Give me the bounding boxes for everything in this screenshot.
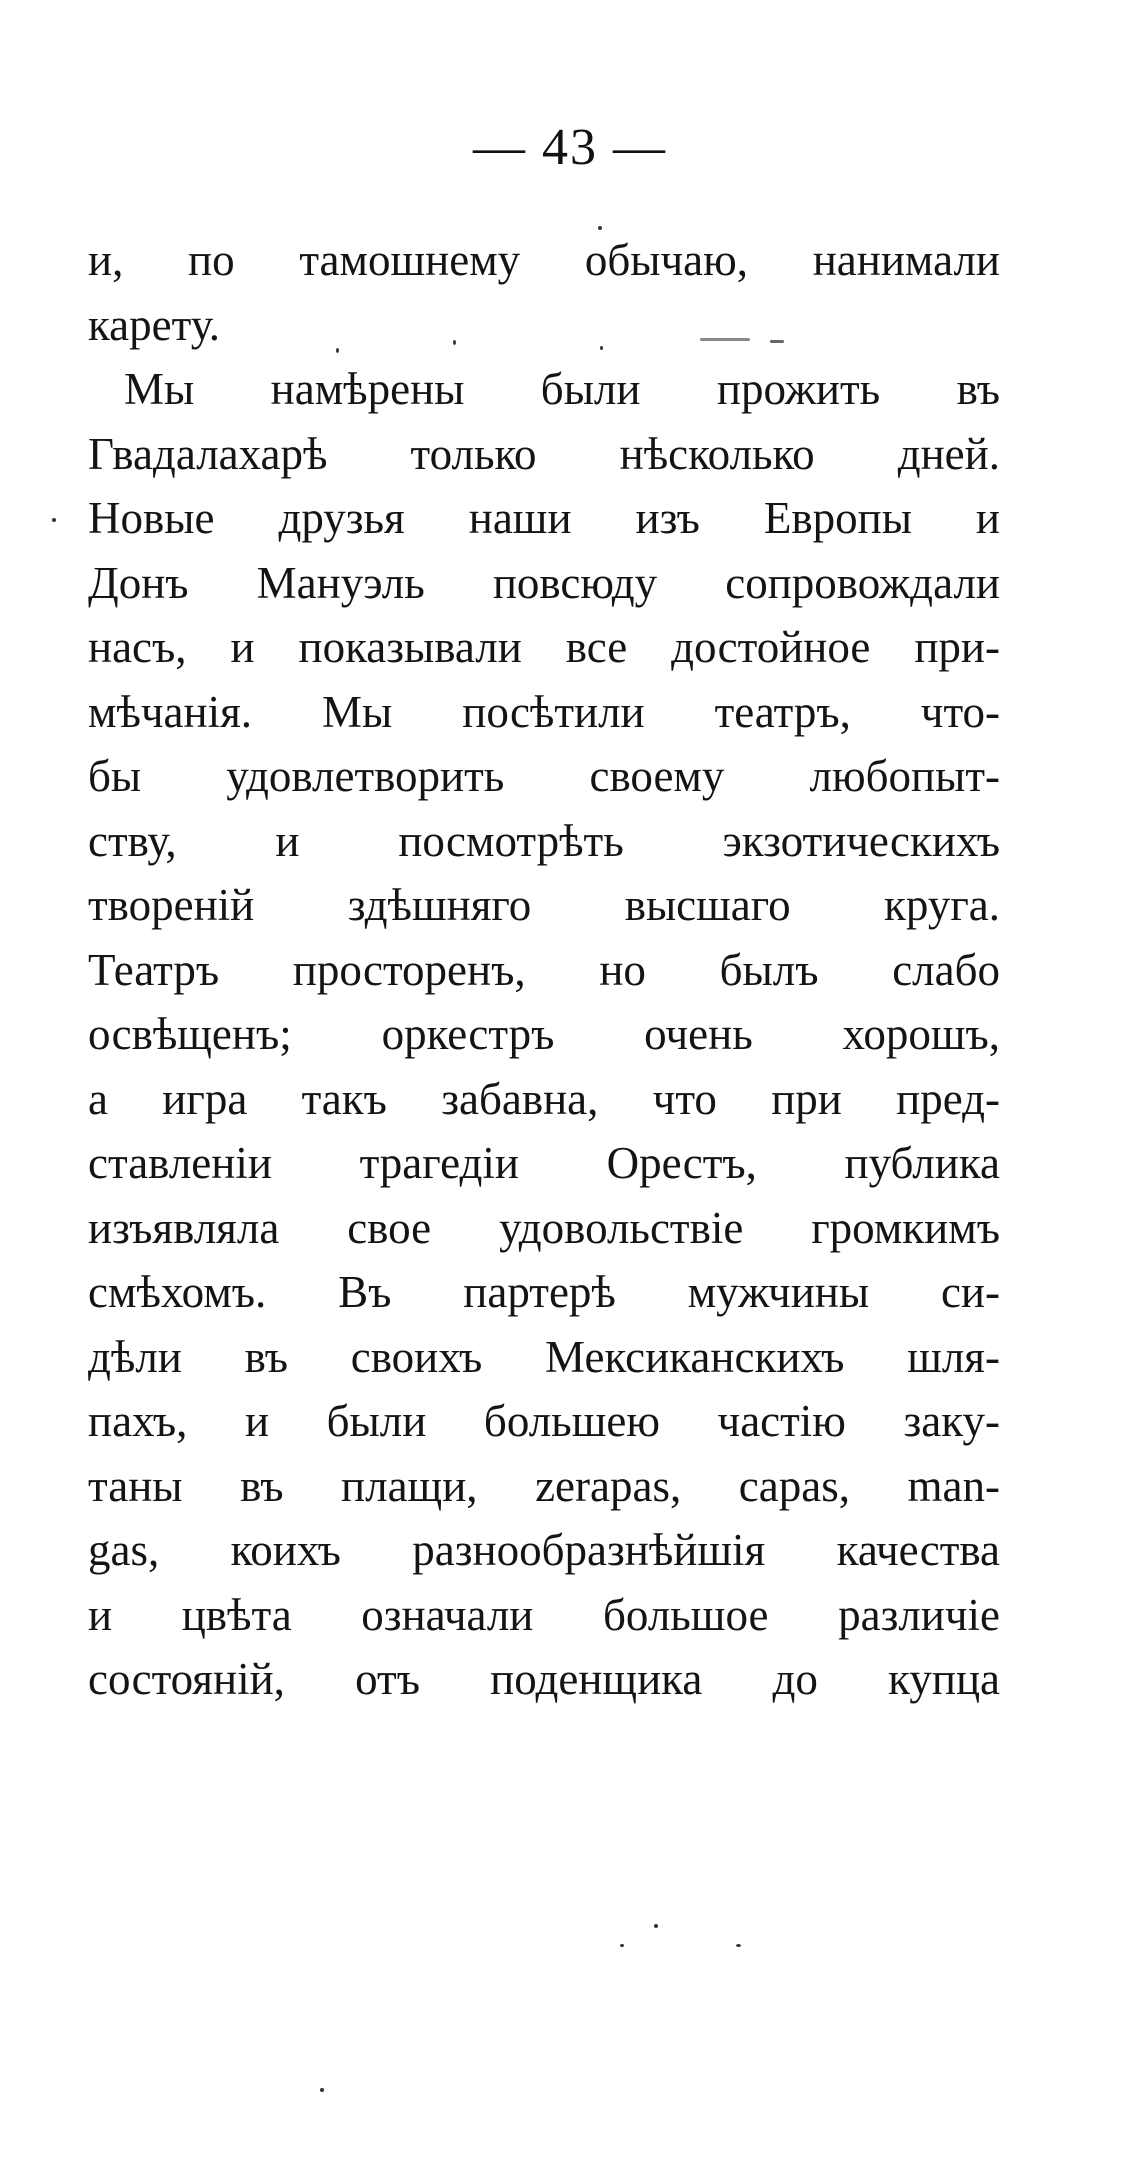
print-speck xyxy=(453,340,456,345)
text-line: освѣщенъ; оркестръ очень хорошъ, xyxy=(88,1009,1000,1059)
text-line: ству, и посмотрѣть экзотическихъ xyxy=(88,815,1000,866)
text-line: и, по тамошнему обычаю, нанимали xyxy=(88,235,1000,285)
text-line: Новые друзья наши изъ Европы и xyxy=(88,493,1000,543)
print-speck xyxy=(654,1924,658,1928)
text-line: Донъ Мануэль повсюду сопровождали xyxy=(88,557,1000,608)
text-line: Мы намѣрены были прожить въ xyxy=(124,364,1000,414)
page-number-header: — 43 — xyxy=(473,119,667,176)
print-speck xyxy=(336,348,339,353)
text-line: бы удовлетворить своему любопыт- xyxy=(88,751,1000,801)
text-line: состояній, отъ поденщика до купца xyxy=(88,1654,1000,1704)
print-speck xyxy=(620,1944,624,1947)
text-line: таны въ плащи, zerapas, capas, man- xyxy=(88,1460,1000,1511)
print-speck xyxy=(770,340,784,343)
text-line: пахъ, и были большею частію заку- xyxy=(88,1396,1000,1446)
print-speck xyxy=(52,518,56,522)
print-speck xyxy=(598,226,602,230)
text-line: gas, коихъ разнообразнѣйшія качества xyxy=(88,1525,1000,1575)
text-line: а игра такъ забавна, что при пред- xyxy=(88,1073,1000,1124)
print-speck xyxy=(600,346,603,350)
print-speck xyxy=(320,2088,324,2092)
text-line: карету. xyxy=(88,299,220,350)
text-line: и цвѣта означали большое различіе xyxy=(88,1589,1000,1640)
text-line: Театръ просторенъ, но былъ слабо xyxy=(88,944,1000,995)
text-line: Гвадалахарѣ только нѣсколько дней. xyxy=(88,428,1000,479)
text-line: дѣли въ своихъ Мексиканскихъ шля- xyxy=(88,1331,1000,1382)
text-line: твореній здѣшняго высшаго круга. xyxy=(88,880,1000,930)
text-line: насъ, и показывали все достойное при- xyxy=(88,622,1000,672)
text-line: ставленіи трагедіи Орестъ, публика xyxy=(88,1138,1000,1188)
text-line: смѣхомъ. Въ партерѣ мужчины си- xyxy=(88,1267,1000,1317)
print-speck xyxy=(700,338,750,341)
text-line: мѣчанія. Мы посѣтили театръ, что- xyxy=(88,686,1000,737)
body-text xyxy=(88,228,1000,1712)
text-line: изъявляла свое удовольствіе громкимъ xyxy=(88,1202,1000,1253)
print-speck xyxy=(736,1944,741,1947)
